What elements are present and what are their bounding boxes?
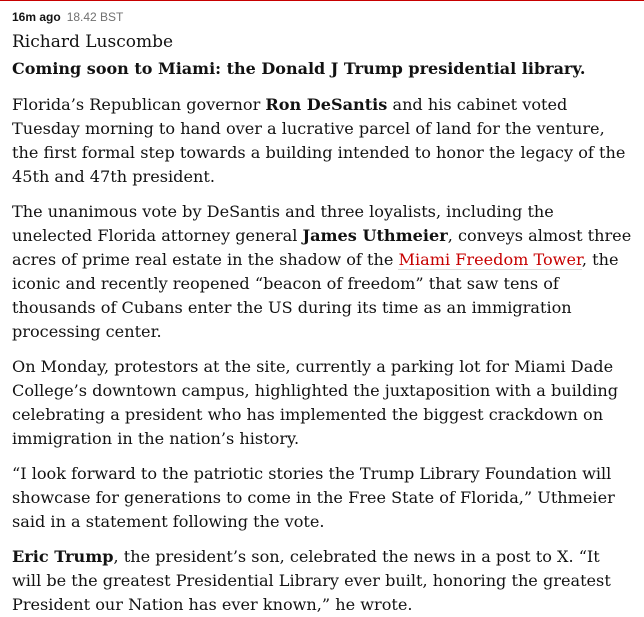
- live-blog-post: [12, 8, 632, 617]
- paragraph-text: Florida’s Republican governor: [12, 95, 266, 114]
- paragraph-5: [12, 545, 632, 617]
- top-divider: [0, 0, 644, 1]
- paragraph-text: , conveys almost three acres of prime real estate in the shadow of the: [12, 226, 632, 269]
- paragraph-text: The unanimous vote by DeSantis and three loyalists, including the unelected Florida attorney general: [12, 202, 554, 245]
- time-ago[interactable]: 16m ago: [12, 10, 61, 24]
- author-byline: Richard Luscombe: [12, 32, 174, 52]
- timestamp: 18.42 BST: [66, 10, 124, 24]
- paragraph-text: and his cabinet voted Tuesday morning to hand over a lucrative parcel of land for the venture, the first formal step towards a building intended to honor the legacy of the 45th and 47th president.: [12, 95, 626, 186]
- paragraph-1: [12, 93, 632, 189]
- post-headline: Coming soon to Miami: the Donald J Trump presidential library.: [12, 59, 586, 78]
- paragraph-3: On Monday, protestors at the site, currently a parking lot for Miami Dade College’s downtown campus, highlighted the juxtaposition with a building celebrating a president who has implemented the biggest crackdown on immigration in the nation’s history.: [12, 357, 619, 448]
- name-eric-trump: Eric Trump: [12, 547, 114, 566]
- name-james-uthmeier: James Uthmeier: [302, 226, 448, 245]
- miami-freedom-tower-link[interactable]: Miami Freedom Tower: [398, 250, 582, 269]
- post-meta: [12, 8, 632, 26]
- paragraph-4: “I look forward to the patriotic stories the Trump Library Foundation will showcase for generations to come in the Free State of Florida,” Uthmeier said in a statement following the vote.: [12, 464, 615, 531]
- paragraph-2: [12, 200, 632, 344]
- paragraph-text: , the president’s son, celebrated the news in a post to X. “It will be the greatest Presidential Library ever built, honoring the greatest President our Nation has ever known,” he wrote.: [12, 547, 611, 614]
- name-ron-desantis: Ron DeSantis: [265, 95, 388, 114]
- paragraph-text: , the iconic and recently reopened “beacon of freedom” that saw tens of thousands of Cubans enter the US during its time as an immigration processing center.: [12, 250, 619, 341]
